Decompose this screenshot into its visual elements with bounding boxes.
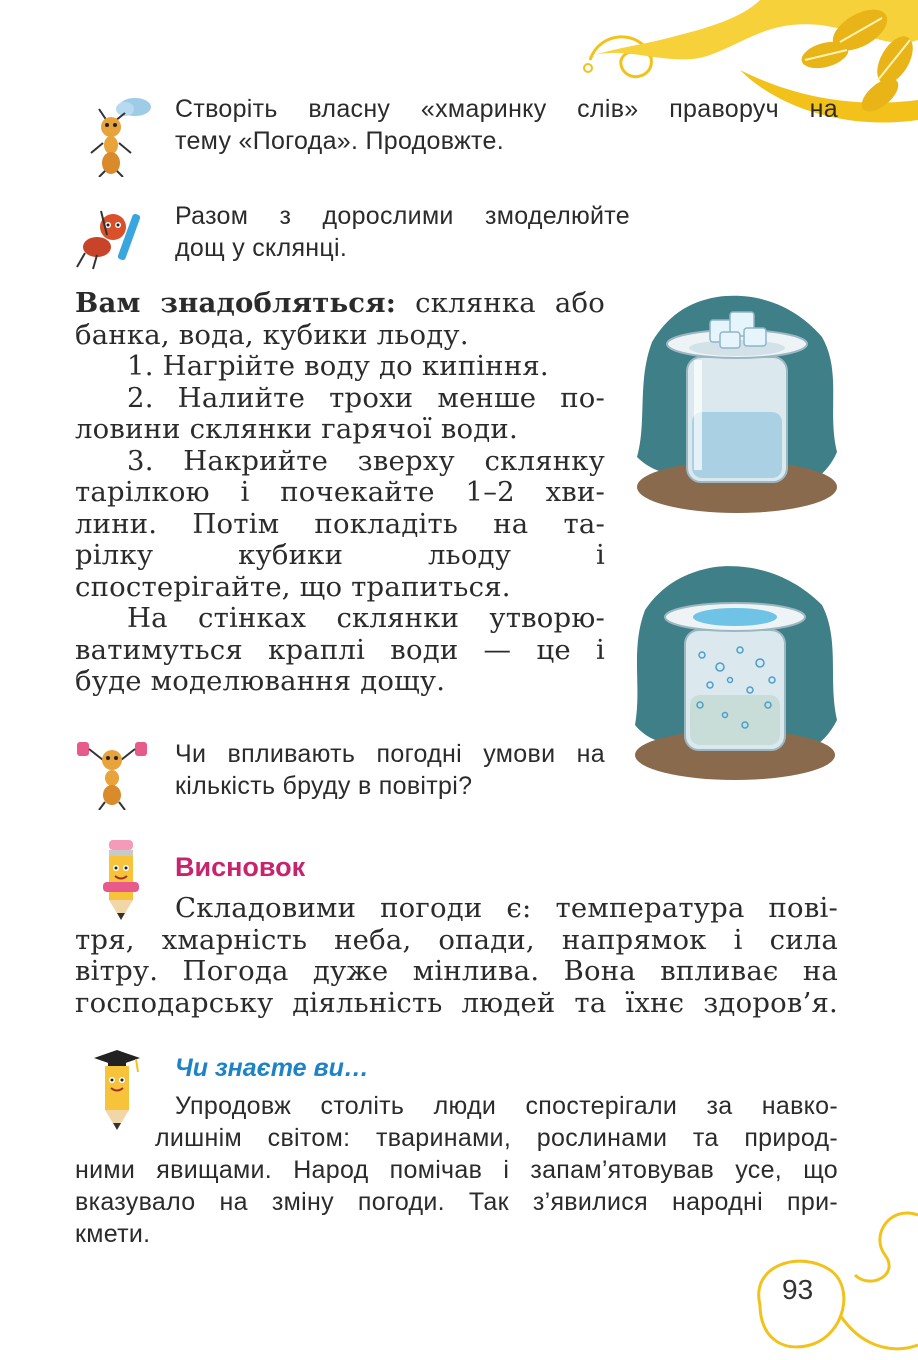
jar-with-drops-illustration — [630, 555, 842, 785]
did-you-know-line: кмети. — [75, 1220, 151, 1248]
experiment-line: лини. Потім покладіть на та- — [75, 507, 605, 540]
experiment-line: спостерігайте, що трапиться. — [75, 570, 511, 603]
task1-line: Створіть власну «хмаринку слів» праворуч на — [175, 95, 838, 123]
step-2: 2. Налийте трохи менше по- — [127, 381, 605, 414]
experiment-line: тарілкою і почекайте 1–2 хви- — [75, 476, 605, 508]
experiment-line: ловини склянки гарячої води. — [75, 413, 518, 445]
needs-items: склянка або — [415, 287, 605, 319]
step-1: 1. Нагрійте воду до кипіння. — [127, 350, 549, 382]
ant-pen-icon — [75, 205, 155, 270]
experiment-line: банка, вода, кубики льоду. — [75, 318, 469, 351]
task1-text — [175, 93, 838, 157]
conclusion-line: вітру. Погода дуже мінлива. Вона впливає на — [75, 955, 838, 987]
question-text — [175, 738, 605, 802]
step-3: 3. Накрийте зверху склянку — [127, 444, 605, 477]
question-line: кількість бруду в повітрі? — [175, 772, 473, 800]
did-you-know-line: ними явищами. Народ помічав і запам’ятовував усе, що — [75, 1156, 838, 1184]
conclusion-text — [75, 893, 838, 1019]
conclusion-line: тря, хмарність неба, опади, напрямок і сила — [75, 923, 838, 956]
task2-line: дощ у склянці. — [175, 234, 348, 262]
needs-label: Вам знадобляться: — [75, 287, 397, 319]
did-you-know-line: вказувало на зміну погоди. Так з’явилися народні при- — [75, 1188, 838, 1216]
question-line: Чи впливають погодні умови на — [175, 740, 605, 768]
did-you-know-text — [75, 1090, 838, 1250]
result-line: ватимуться краплі води — це і — [75, 633, 605, 666]
experiment-text — [75, 288, 605, 698]
jar-with-ice-illustration — [632, 282, 844, 518]
experiment-line-1 — [75, 288, 605, 320]
ant-cloud-icon — [85, 95, 155, 177]
did-you-know-line: лишнім світом: тваринами, рослинами та природ- — [155, 1124, 838, 1152]
did-you-know-title: Чи знаєте ви… — [175, 1054, 369, 1082]
conclusion-title: Висновок — [175, 852, 306, 882]
experiment-line: рілку кубики льоду і — [75, 539, 605, 571]
page-number: 93 — [782, 1274, 814, 1305]
task2-text — [175, 200, 630, 264]
result-line: буде моделювання дощу. — [75, 665, 446, 697]
did-you-know-line: Упродовж століть люди спостерігали за навко- — [175, 1092, 838, 1120]
conclusion-line: господарську діяльність людей та їхнє здоров’я. — [75, 986, 838, 1019]
task1-line: тему «Погода». Продовжте. — [175, 127, 504, 155]
bottom-right-swirl-decoration — [740, 1195, 918, 1360]
conclusion-line: Складовими погоди є: температура пові- — [175, 892, 838, 924]
task2-line: Разом з дорослими змоделюйте — [175, 202, 630, 230]
ant-dumbbell-icon — [75, 738, 150, 810]
result-line: На стінках склянки утворю- — [127, 602, 605, 634]
